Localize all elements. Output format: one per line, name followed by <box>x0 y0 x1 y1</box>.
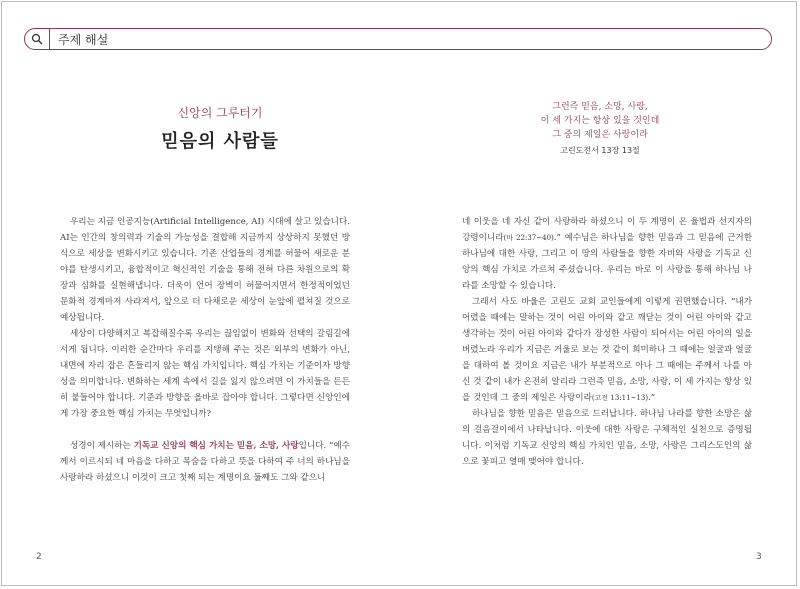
article-title: 믿음의 사람들 <box>161 131 279 152</box>
search-icon[interactable] <box>25 29 50 49</box>
body-text: 입니다. “예수께서 이르시되 네 마음을 다하고 목숨을 다하고 뜻을 다하여 주 너의 하나님을 사랑하라 하셨으니 이것이 크고 첫째 되는 계명이요 둘째도 그와 같으니 <box>60 441 351 483</box>
body-paragraph: 세상이 다양해지고 복잡해질수록 우리는 끊임없이 변화와 선택의 갈림길에 서게 됩니다. 이러한 순간마다 우리를 지탱해 주는 것은 외부의 변화가 아닌, 내면에 자리 잡은 흔들리지 않는 핵심 가치입니다. 핵심 가치는 기준이자 방향성을 의미합니다. 변화하는 세계 속에서 길을 잃지 않으려면 이 가치들을 든든히 붙들어야 합니다. 기준과 방향을 올바로 잡아야 합니다. 그렇다면 신앙인에게 가장 중요한 핵심 가치는 무엇입니까? <box>60 329 350 419</box>
article-subtitle: 신앙의 그루터기 <box>177 106 263 120</box>
verse-reference: (마 22:37~40) <box>503 234 554 242</box>
quote-reference: 고린도전서 13장 13절 <box>560 146 640 155</box>
article-heading <box>60 104 380 153</box>
body-text: .” <box>648 393 656 403</box>
body-paragraph: 하나님을 향한 믿음은 믿음으로 드러납니다. 하나님 나라를 향한 소망은 삶의 걸음걸이에서 나타납니다. 이웃에 대한 사랑은 구체적인 실천으로 증명됩니다. 이처럼 기독교 신앙의 핵심 가치인 믿음, 소망, 사랑은 그리스도인의 삶으로 꽃피고 열매 맺어야 합니다. <box>462 409 752 467</box>
page-number-right: 3 <box>756 552 762 562</box>
body-text: 네 이웃을 네 자신 같이 사랑하라 하셨으니 이 두 계명이 온 율법과 선지자의 강령이니라 <box>462 217 752 243</box>
scripture-quote <box>480 100 720 156</box>
body-paragraph <box>462 294 752 406</box>
section-title: 주제 해설 <box>58 32 109 47</box>
body-text: .” 예수님은 하나님을 향한 믿음과 그 믿음에 근거한 하나님에 대한 사랑, 그리고 이 땅의 사람들을 향한 자비와 사랑을 기독교 신앙의 핵심 가치로 가르쳐 주셨습니다. 우리는 바로 이 사랑을 통해 하나님 나라를 소망할 수 있습니다. <box>462 233 752 291</box>
highlight-text: 기독교 신앙의 핵심 가치는 믿음, 소망, 사랑 <box>133 441 299 451</box>
quote-line: 그런즉 믿음, 소망, 사랑, <box>552 102 648 112</box>
left-column <box>60 214 350 486</box>
header-bar <box>24 28 772 50</box>
body-text: 그래서 사도 바울은 고린도 교회 교인들에게 이렇게 권면했습니다. “내가 어렸을 때에는 말하는 것이 어린 아이와 같고 깨닫는 것이 어린 아이와 같고 생각하는 것이 어린 아이와 같다가 장성한 사람이 되어서는 어린 아이의 일을 버렸노라 우리가 지금은 거울로 보는 것 같이 희미하나 그 때에는 얼굴과 얼굴을 대하여 볼 것이요 지금은 내가 부분적으로 아나 그 때에는 주께서 나를 아신 것 같이 내가 온전히 알리라 그런즉 믿음, 소망, 사랑, 이 세 가지는 항상 있을 것인데 그 중의 제일은 사랑이라 <box>462 297 752 403</box>
page-number-left: 2 <box>36 552 42 562</box>
body-paragraph <box>462 214 752 294</box>
body-paragraph: 우리는 지금 인공지능(Artificial Intelligence, AI) 시대에 살고 있습니다. AI는 인간의 창의력과 기술의 가능성을 결합해 지금까지 상상하지 못했던 방식으로 세상을 변화시키고 있습니다. 기존 산업들의 경계를 허물어 새로운 분야를 탄생시키고, 융합적이고 혁신적인 기술을 통해 전혀 다른 차원으로의 확장과 심화를 실현해냅니다. 더욱이 언어 장벽이 허물어지면서 한정적이었던 문화적 경계마저 사라져서, 앞으로 더 다채로운 세상이 눈앞에 펼쳐질 것으로 예상됩니다. <box>60 217 350 323</box>
right-column <box>462 214 752 470</box>
body-text: 성경이 제시하는 <box>70 441 134 451</box>
quote-line: 그 중의 제일은 사랑이라 <box>552 130 648 140</box>
quote-line: 이 세 가지는 항상 있을 것인데 <box>540 116 660 126</box>
body-paragraph <box>60 438 350 486</box>
verse-reference: (고전 13:11~13) <box>591 394 649 402</box>
